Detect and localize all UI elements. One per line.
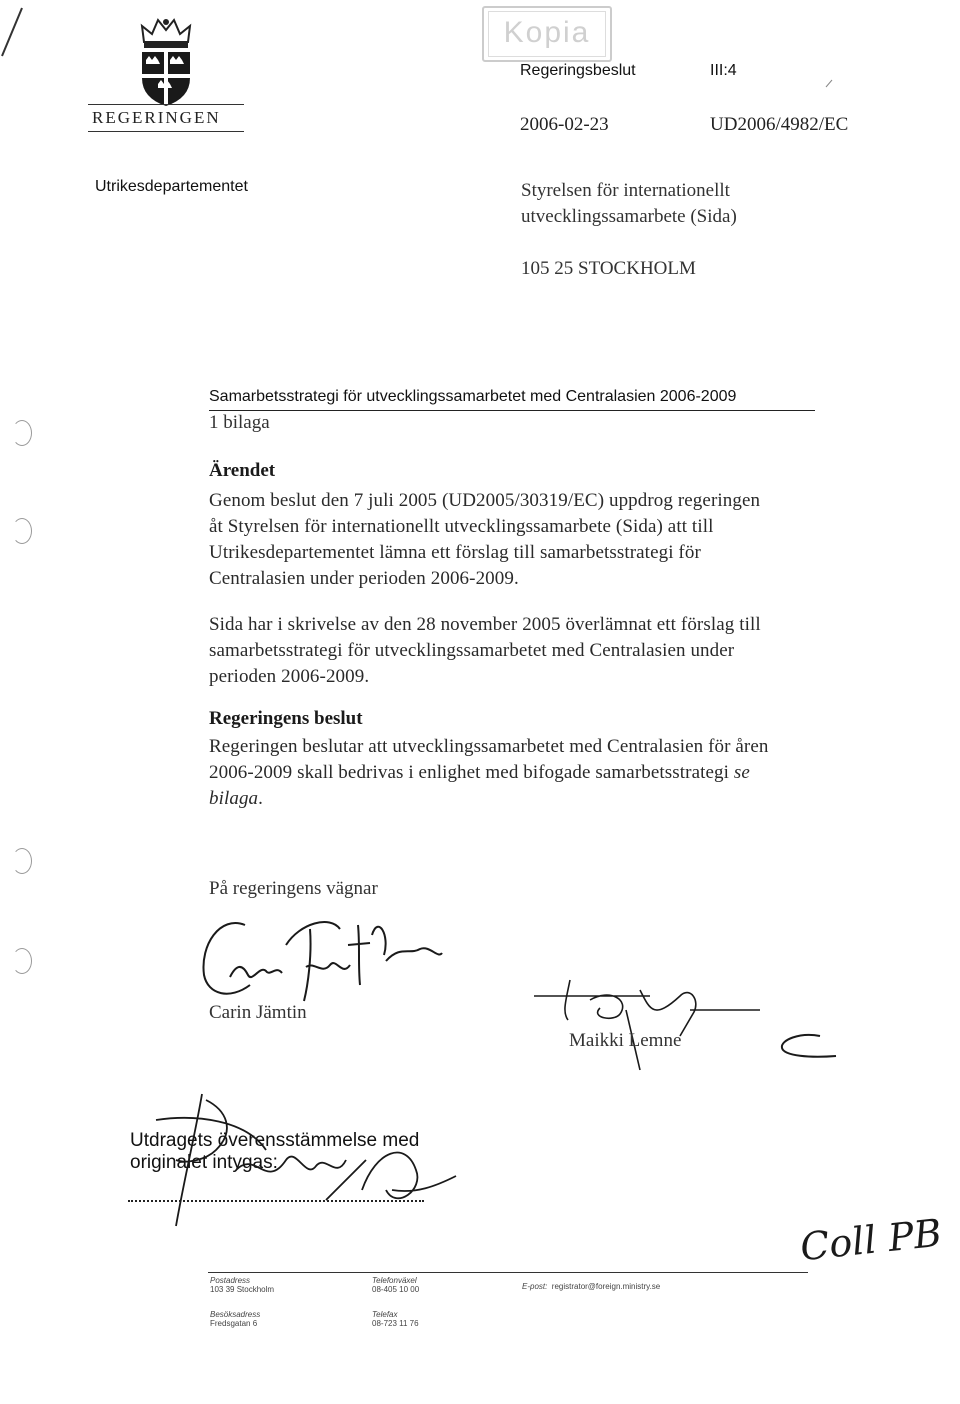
paragraph: [209, 488, 829, 592]
stamp-text: Kopia: [503, 16, 591, 49]
attachment-note: 1 bilaga: [209, 412, 270, 433]
copy-stamp: [482, 6, 612, 62]
text-line: samarbetsstrategi för utvecklingssamarbetet med Centralasien under: [209, 640, 735, 661]
footer-label: Besöksadress: [210, 1310, 261, 1319]
footer-value: Fredsgatan 6: [210, 1319, 258, 1328]
org-name: REGERINGEN: [92, 108, 221, 127]
paragraph: [209, 612, 829, 690]
text-line: Utrikesdepartementet lämna ett förslag till samarbetsstrategi för: [209, 542, 701, 563]
reference-number: UD2006/4982/EC: [710, 114, 849, 135]
punch-hole: [12, 848, 32, 874]
doc-number: III:4: [710, 62, 737, 79]
recipient-address: [521, 178, 737, 230]
signature-carin-jamtin: [190, 905, 450, 1055]
footer-value: 08-723 11 76: [372, 1319, 419, 1328]
footer-label: E-post:: [522, 1282, 548, 1291]
footer-label: Postadress: [210, 1276, 251, 1285]
punch-hole: [12, 518, 32, 544]
footer-phone: [372, 1276, 522, 1294]
logo-rule: [88, 104, 244, 105]
text-line: perioden 2006-2009.: [209, 666, 370, 687]
signature-intro: På regeringens vägnar: [209, 878, 378, 899]
subject-title: Samarbetsstrategi för utvecklingssamarbetet med Centralasien 2006-2009: [209, 388, 737, 405]
text-span-italic: bilaga: [209, 788, 259, 809]
certification-line: originalet intygas:: [130, 1152, 278, 1173]
text-span-italic: se: [733, 762, 750, 783]
logo-rule: [88, 131, 244, 132]
recipient-line: utvecklingssamarbete (Sida): [521, 206, 737, 227]
text-line: Centralasien under perioden 2006-2009.: [209, 568, 519, 589]
text-line: åt Styrelsen för internationellt utvecklingssamarbete (Sida) att till: [209, 516, 714, 537]
recipient-postal: 105 25 STOCKHOLM: [521, 258, 696, 279]
certification-line: Utdragets överensstämmelse med: [130, 1130, 420, 1151]
footer-fax: [372, 1310, 522, 1328]
recipient-line: Styrelsen för internationellt: [521, 180, 730, 201]
footer-value: 103 39 Stockholm: [210, 1285, 275, 1294]
doc-type: Regeringsbeslut: [520, 62, 636, 79]
text-line: Genom beslut den 7 juli 2005 (UD2005/30319/EC) uppdrog regeringen: [209, 490, 761, 511]
signer-name: Maikki Lemne: [569, 1030, 682, 1051]
punch-hole: [12, 420, 32, 446]
signature-certifier: [136, 1090, 476, 1230]
handwritten-note: Coll PB: [798, 1210, 944, 1270]
coat-of-arms-logo: [134, 16, 198, 108]
section-heading: Ärendet: [209, 460, 276, 481]
paragraph: [209, 734, 839, 812]
footer-value: 08-405 10 00: [372, 1285, 420, 1294]
decision-date: 2006-02-23: [520, 114, 609, 135]
signer-name: Carin Jämtin: [209, 1002, 307, 1023]
footer-rule: [208, 1272, 808, 1273]
footer-email: [522, 1276, 802, 1294]
section-heading: Regeringens beslut: [209, 708, 363, 729]
text-line: [209, 760, 839, 786]
text-line: Sida har i skrivelse av den 28 november 2005 överlämnat ett förslag till: [209, 614, 761, 635]
footer-label: Telefonväxel: [372, 1276, 417, 1285]
text-line: bilaga.: [209, 788, 264, 809]
subject-rule: [209, 410, 815, 411]
text-line: Regeringen beslutar att utvecklingssamarbetet med Centralasien för åren: [209, 736, 769, 757]
footer-value: registrator@foreign.ministry.se: [551, 1282, 661, 1291]
punch-hole: [12, 948, 32, 974]
footer-label: Telefax: [372, 1310, 398, 1319]
department-name: Utrikesdepartementet: [95, 178, 248, 195]
footer-postal: [210, 1276, 360, 1294]
signature-maikki-lemne: [530, 970, 840, 1080]
footer-visit: [210, 1310, 360, 1328]
text-span: 2006-2009 skall bedrivas i enlighet med bifogade samarbetsstrategi: [209, 762, 734, 783]
